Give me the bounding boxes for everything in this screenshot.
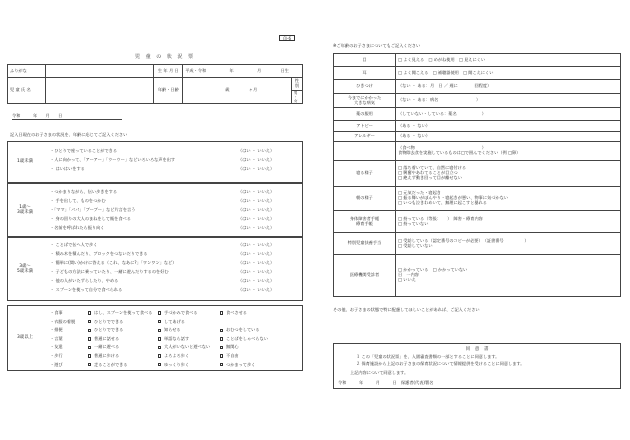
- question: ・名前を呼ばれたら振り向く: [50, 225, 105, 230]
- health-row-answer[interactable]: □ 受給している（認定番号のコピーが必要） （証書番号 ） □ 受給していない: [396, 233, 621, 255]
- question: ・人に向かって、「アーアー」「ウーウー」などいろいろな声を出す: [50, 157, 176, 162]
- option-label: 不自由: [226, 353, 239, 358]
- section4-item: ・衣服の着脱: [50, 318, 76, 324]
- option-label: 手づかみで食べる: [164, 310, 198, 315]
- section4-item: ・遊び: [50, 361, 63, 367]
- health-row-label: アレルギー: [334, 132, 396, 142]
- option-checkbox[interactable]: [220, 337, 223, 340]
- yes-no-choice[interactable]: （はい ・ いいえ）: [238, 207, 275, 212]
- question: ・ 子どもの方法に乗っていたり、一緒に遊んだりするのを好む: [50, 269, 169, 274]
- option-checkbox[interactable]: [158, 320, 161, 323]
- section4-item: ・友達: [50, 344, 63, 350]
- health-row-answer[interactable]: □ よく聞こえる □ 補聴器使用 □ 聞こえにくい: [396, 67, 621, 80]
- yes-no-choice[interactable]: （はい ・ いいえ）: [238, 278, 275, 283]
- section4-item: ・食事: [50, 310, 63, 315]
- birth-unit-day: 日生: [280, 67, 289, 73]
- option-label: はし、スプーンを使って食べる: [94, 310, 153, 315]
- option-label: ことばをしゃべらない: [226, 335, 268, 341]
- option-checkbox[interactable]: [88, 346, 91, 349]
- health-row-answer[interactable]: （ない ・ ある：月 日 ／ 週に 回程度）: [396, 80, 621, 94]
- section-age-label: 1歳～ 3歳未満: [17, 204, 33, 215]
- health-row-label: アトピー: [334, 121, 396, 132]
- date-line[interactable]: 令和 年 月 日: [12, 114, 122, 120]
- option-checkbox[interactable]: [220, 346, 223, 349]
- yes-no-choice[interactable]: （はい ・ いいえ）: [238, 189, 275, 194]
- option-checkbox[interactable]: [220, 329, 223, 332]
- yes-no-choice[interactable]: （はい ・ いいえ）: [238, 242, 275, 247]
- sex-value[interactable]: 男 ・ 女: [291, 91, 302, 104]
- option-checkbox[interactable]: [158, 346, 161, 349]
- question: ・ スプーンを使って自分で食べられる: [50, 287, 123, 292]
- birth-unit-year: 年: [229, 67, 234, 73]
- health-row: [334, 132, 621, 142]
- health-row-label: 身体障害者手帳 療育手帳: [334, 211, 396, 233]
- health-row-answer[interactable]: （食べ物 ） 食物除去食を実施しているものは□で囲んでください（例 □卵）: [396, 142, 621, 161]
- yes-no-choice[interactable]: （はい ・ いいえ）: [238, 287, 275, 292]
- yes-no-choice[interactable]: （はい ・ いいえ）: [238, 216, 275, 221]
- option-label: 無関心: [226, 344, 239, 350]
- consent-signature-line[interactable]: 令和 年 月 日 保護者(代表)署名: [338, 379, 434, 385]
- question: ・ 手を出して、ものをつかむ: [50, 198, 106, 203]
- age-unit-months: ヶ月: [248, 87, 258, 93]
- section-1-to-3: [7, 183, 303, 237]
- birth-field[interactable]: [183, 65, 303, 78]
- furigana-label: ふりがな: [8, 65, 46, 78]
- option-checkbox[interactable]: [158, 311, 161, 314]
- option-label: 知らせる: [164, 327, 181, 333]
- question: ・「ママ」「パパ」「ブーブー」など片言を言う: [50, 207, 136, 212]
- consent-line: ２ 保育施設から上記のお子さまの保育状況について情報提供を受けることに同意します。: [356, 361, 525, 367]
- health-row: [334, 108, 621, 121]
- question: ・ はいはいをする: [50, 166, 85, 171]
- yes-no-choice[interactable]: （はい ・ いいえ）: [238, 166, 275, 171]
- option-label: ひとりでできる: [94, 318, 124, 324]
- option-checkbox[interactable]: [88, 329, 91, 332]
- health-row-answer[interactable]: □ 持っている（等級： ） 障害・療育内容 □ 持っていない: [396, 211, 621, 233]
- question: ・ 積み木を積んだり、ブロックをつないだりできる: [50, 251, 148, 256]
- option-checkbox[interactable]: [158, 354, 161, 357]
- health-row-answer[interactable]: （ある ・ ない）: [396, 121, 621, 132]
- option-label: ひとりでできる: [94, 327, 124, 333]
- option-checkbox[interactable]: [88, 320, 91, 323]
- health-row-label: 特別児童扶養手当: [334, 233, 396, 255]
- option-label: よろよろ歩く: [164, 353, 190, 358]
- health-row: [334, 161, 621, 187]
- option-label: 食べさせる: [226, 310, 247, 315]
- form-number: 印-6: [279, 35, 295, 41]
- option-checkbox[interactable]: [220, 311, 223, 314]
- health-row-label: 医療機関受診者: [334, 255, 396, 297]
- question: ・ ことばで伝へ人で歩く: [50, 242, 98, 247]
- birth-label: 生 年 月 日: [154, 65, 183, 78]
- age-label: 年齢・日齢: [154, 78, 183, 104]
- option-checkbox[interactable]: [220, 354, 223, 357]
- yes-no-choice[interactable]: （はい ・ いいえ）: [238, 251, 275, 256]
- option-label: つかまって歩く: [226, 361, 256, 367]
- health-table: [333, 53, 621, 297]
- option-label: 普通に歩ける: [94, 353, 120, 358]
- right-header: ※ご年齢のお子さまについてもご記入ください: [333, 43, 421, 48]
- option-label: ゆっくり歩く: [164, 361, 190, 367]
- consent-line: １ この「児童の状況票」を、入園審査書類の一部とすることに同意します。: [356, 354, 500, 360]
- health-row-answer[interactable]: □ 元気だった・寝起き □ 振る舞いがぼんやり・寝起きが悪い、物事に気づかない □ いつも泣きわめいて、無理に起こすと暴れる: [396, 187, 621, 211]
- birth-unit-month: 月: [257, 67, 262, 73]
- option-checkbox[interactable]: [88, 354, 91, 357]
- yes-no-choice[interactable]: （はい ・ いいえ）: [238, 260, 275, 265]
- birth-era: 平成・令和: [185, 67, 207, 73]
- option-label: おむつをしている: [226, 327, 260, 333]
- furigana-field[interactable]: [45, 65, 154, 78]
- health-row: [334, 211, 621, 233]
- child-info-table: [7, 64, 303, 104]
- question: ・ひとりで座っていることができる: [50, 148, 118, 153]
- age-field[interactable]: [183, 78, 292, 104]
- health-row: [334, 233, 621, 255]
- option-label: 大人がいないと遊べない: [164, 344, 211, 350]
- other-note: その他、お子さまの状態で特に配慮してほしいことがあれば、ご記入ください: [333, 307, 480, 312]
- health-row: [334, 187, 621, 211]
- health-row-label: 朝の様子: [334, 187, 396, 211]
- section-age-label: 3歳～ 5歳未満: [17, 263, 33, 274]
- question: ・ 簡単に(間い)かけに答える（これ、なあに?」「ワンワン」など）: [50, 260, 177, 265]
- health-row-label: 耳: [334, 67, 396, 80]
- name-label: 児 童 氏 名: [8, 78, 46, 104]
- health-row-answer[interactable]: □ よく見える □ めがね使用 □ 見えにくい: [396, 54, 621, 67]
- health-row-answer[interactable]: （していない・している：薬名 ）: [396, 108, 621, 121]
- instruction-text: 記入日現在のお子さまの状況を、年齢に応じてご記入ください: [10, 132, 128, 137]
- option-checkbox[interactable]: [158, 329, 161, 332]
- health-row: [334, 142, 621, 161]
- option-label: 普通に話せる: [94, 335, 120, 341]
- option-label: 単語なら話す: [164, 335, 190, 341]
- option-checkbox[interactable]: [88, 363, 91, 366]
- name-field[interactable]: [45, 78, 154, 104]
- yes-no-choice[interactable]: （はい ・ いいえ）: [238, 225, 275, 230]
- section4-item: ・排便: [50, 327, 63, 333]
- yes-no-choice[interactable]: （はい ・ いいえ）: [238, 198, 275, 203]
- age-unit-years: 歳: [225, 87, 230, 93]
- option-checkbox[interactable]: [158, 337, 161, 340]
- health-row: [334, 94, 621, 108]
- health-row: [334, 54, 621, 67]
- section-age-label: 3歳以上: [17, 335, 33, 341]
- health-row-label: ひきつけ: [334, 80, 396, 94]
- health-row-label: [334, 142, 396, 161]
- health-row-answer[interactable]: □ かかっている □ かかっていない 日 一内容 □ いいえ: [396, 255, 621, 297]
- yes-no-choice[interactable]: （はい ・ いいえ）: [238, 157, 275, 162]
- consent-title: 同 意 書: [465, 347, 489, 352]
- health-row-answer[interactable]: □ 落ち着いていて、自然に寝付ける □ 興奮やあわてることが目立つ □ 絶えず動き回って目が離せない: [396, 161, 621, 187]
- option-label: 走ることができる: [94, 361, 128, 367]
- health-row-answer[interactable]: （ない ・ ある：病名 ）: [396, 94, 621, 108]
- health-row: [334, 255, 621, 297]
- health-row: [334, 121, 621, 132]
- health-row-answer[interactable]: （ある ・ ない）: [396, 132, 621, 142]
- option-checkbox[interactable]: [88, 337, 91, 340]
- health-row: [334, 80, 621, 94]
- question: ・ 他の人がいたずらしたり、やめる: [50, 278, 119, 283]
- question: ・ 身の回りの大人のまねをして飯を食べる: [50, 216, 131, 221]
- option-checkbox[interactable]: [220, 363, 223, 366]
- yes-no-choice[interactable]: （はい ・ いいえ）: [238, 148, 275, 153]
- section-under-1: [7, 141, 303, 183]
- option-label: 一緒に遊べる: [94, 344, 120, 350]
- consent-line: 上記内容について同意します。: [350, 369, 409, 375]
- document-title: 児 童 の 状 況 票: [135, 54, 195, 60]
- option-label: してあげる: [164, 318, 185, 324]
- section-3-plus: [7, 305, 303, 371]
- section-3-to-5: [7, 237, 303, 301]
- section-age-label: 1歳未満: [17, 159, 33, 165]
- option-checkbox[interactable]: [158, 363, 161, 366]
- option-checkbox[interactable]: [88, 311, 91, 314]
- health-row-label: 寝る様子: [334, 161, 396, 187]
- health-row: [334, 67, 621, 80]
- section4-item: ・歩行: [50, 353, 63, 358]
- question: ・つかまりながら、伝い歩きをする: [50, 189, 118, 194]
- health-row-label: 目: [334, 54, 396, 67]
- yes-no-choice[interactable]: （はい ・ いいえ）: [238, 269, 275, 274]
- section4-item: ・言葉: [50, 335, 63, 341]
- health-row-label: 今までにかかった 大きな病気: [334, 94, 396, 108]
- sex-label: 性別: [291, 78, 302, 91]
- consent-box: [333, 343, 621, 389]
- health-row-label: 薬の服用: [334, 108, 396, 121]
